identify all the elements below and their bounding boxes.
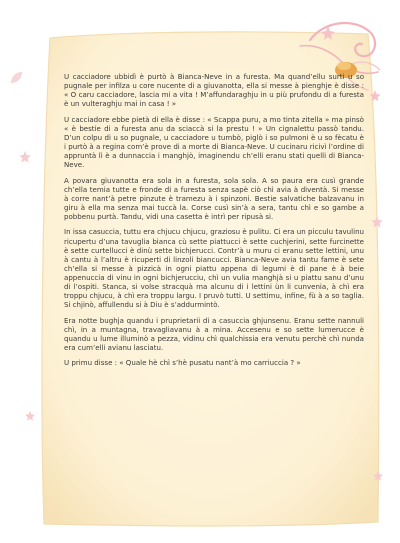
- star-sparkle-icon: [370, 215, 384, 229]
- star-sparkle-icon: [372, 470, 384, 482]
- story-paragraph: U cacciadore ubbidì è purtò à Bianca-Neve in a furesta. Ma quand’ellu surti u so pugnale per infilza u core nucente di a giuvanotta, ella si messe à pienghje è disse : « O caru cacciadore, lascia mi a vita ! M’affundaraghju in u più prufondu di a furesta è un vulteraghju mai in casa ! »: [64, 72, 364, 109]
- story-paragraph: Era notte bughja quandu i pruprietarii di a casuccia ghjunsenu. Eranu sette nannuli chì, in a muntagna, travagliavanu à a mina. Accesenu e so sette lumerucce è quandu u lume illuminò a pezza, vidinu chì qualchissia era venutu perchè chì nunda era cum’elli avianu lasciatu.: [64, 315, 364, 352]
- story-paragraph: U cacciadore ebbe pietà di ella è disse : « Scappa puru, a mo tinta zitella » ma pinsò « è bestie di a furesta anu da sciaccà si la prestu ! » Un cignalettu passò tandu. D’un colpu di u so pugnale, u cacciadore u tumbò, piglò i so pulmoni è u so fècatu è i purtò à a regina com’è prove di a morte di Bianca-Neve. U cucinaru ricivì l’ordine di appruntà lì è a dunnaccia i manghjò, imaginendu ch’elli eranu stati quelli di Bianca-Neve.: [64, 114, 364, 170]
- star-sparkle-icon: [24, 410, 36, 422]
- story-text: [64, 72, 364, 374]
- story-paragraph: U primu disse : « Quale hè chì s’hè pusatu nant’à mo carriuccia ? »: [64, 358, 301, 368]
- story-paragraph: A povara giuvanotta era sola in a furesta, sola sola. A so paura era cusì grande ch’ella temia tutte e fronde di a furesta senza sapè ciò chì avia à diventà. Si messe à corre nant’à petre pinzute è tramezu à i spinzoni. Bestie salvatiche balzavanu in giru à ella ma senza mai tuccà la. Corse cusì sin’à a sera, tantu chì e so gambe a pobbenu purtà. Tandu, vidi una casetta è intrì per ripusà si.: [64, 175, 364, 221]
- story-paragraph: In issa casuccia, tuttu era chjucu chjucu, graziosu è pulitu. Ci era un picculu tavulinu ricupertu d’una tavuglia bianca cù sette piattucci è sette cuchjerini, sette furcinette è sette curtellucci è dinù sette bichjerucci. Contr’à u muru ci eranu sette lettini, unu à cantu à l’altru è ricuperti di linzoli biancucci. Bianca-Neve avia tantu fame è sete ch’ella si messe à pizzicà in ogni piattu appena di legumi è di pane è à beie appenuccia di vinu in ogni bichjerucciu, chì un vulia manghjà si u piattu sanu d’unu di l’ospiti. Stanca, si volse stracquà ma alcunu di i lettini ùn li cunvenia, à chì era troppu chjucu, à chì era troppu largu. I pruvò tutti. U settimu, infine, fù à a so taglia. Si chjinò, affullendu si à Diu è s’addurmintò.: [64, 227, 364, 309]
- leaf-icon: [8, 70, 24, 86]
- star-sparkle-icon: [18, 150, 32, 164]
